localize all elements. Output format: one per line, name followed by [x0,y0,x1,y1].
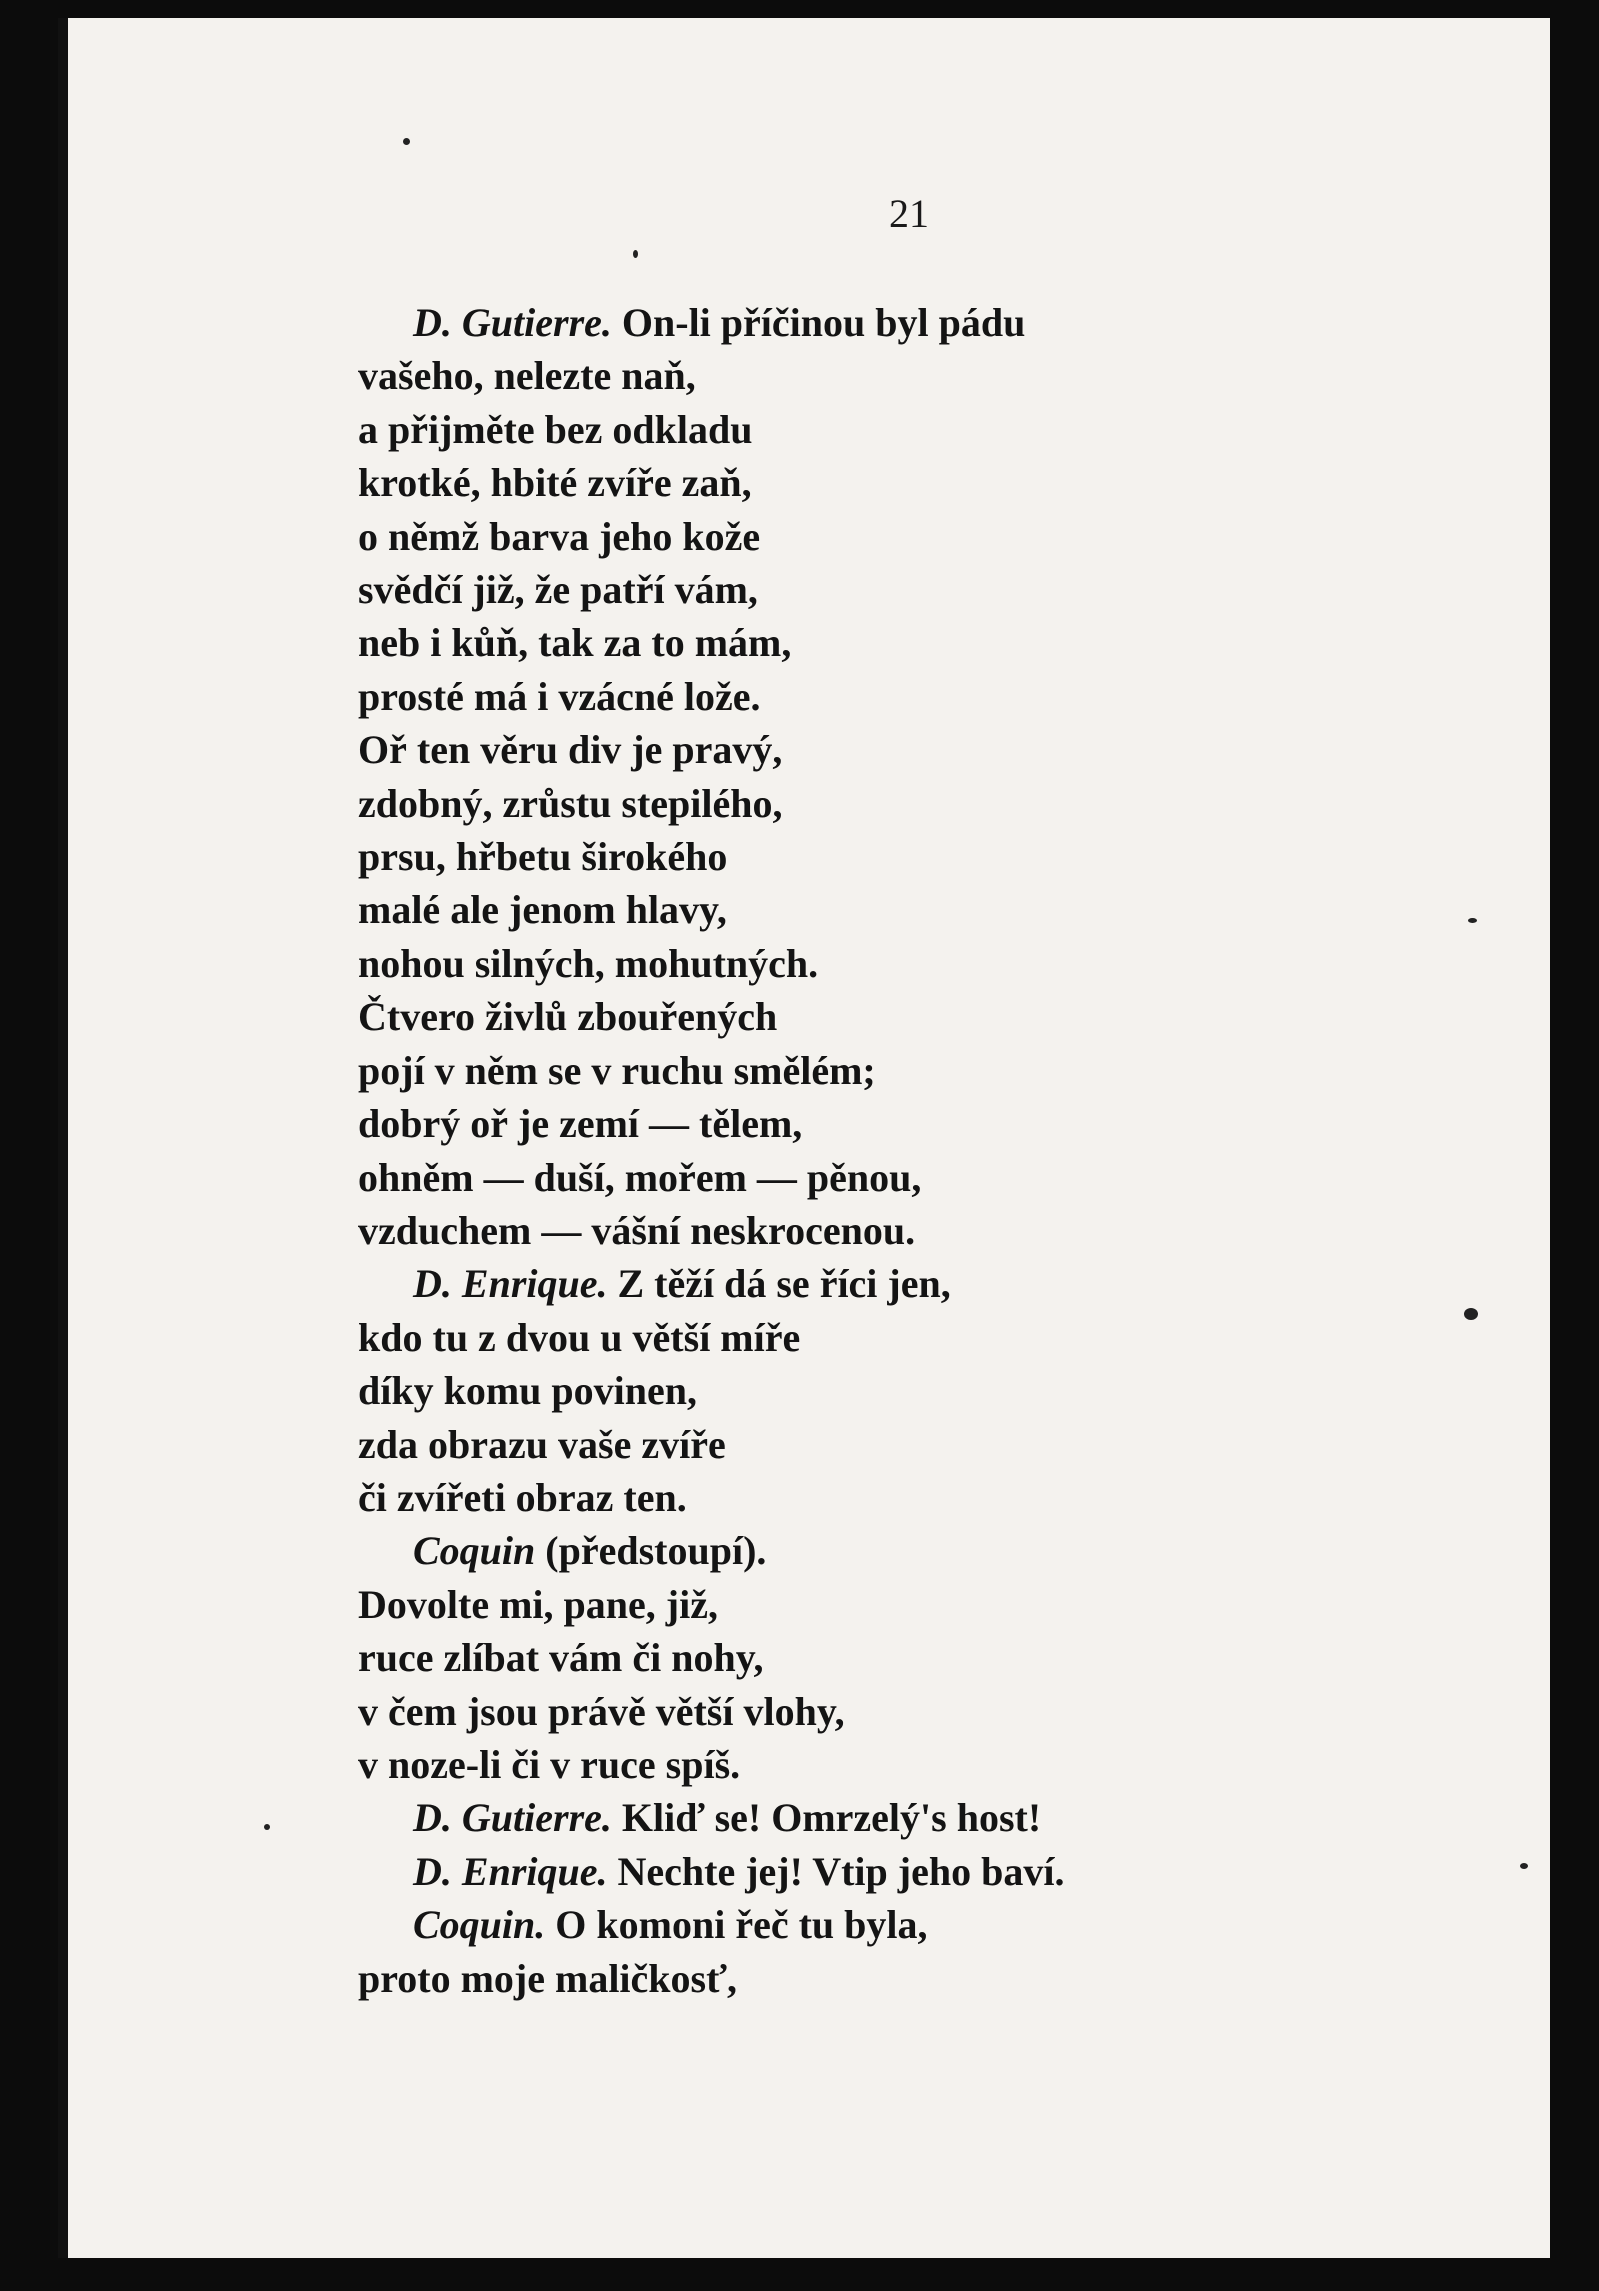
line-text: díky komu povinen, [358,1368,698,1414]
book-page [58,18,1550,2258]
speaker-name: D. Gutierre. [413,1795,612,1841]
line-text: zda obrazu vaše zvíře [358,1421,726,1467]
line-text: proto moje maličkosť, [358,1955,737,2001]
line-text: Z těží dá se říci jen, [607,1261,951,1307]
verse-line [358,349,1064,402]
verse-line [358,1578,1064,1631]
line-text: vašeho, nelezte naň, [358,353,696,399]
speaker-line [358,1257,1064,1310]
line-text: nohou silných, mohutných. [358,940,819,986]
verse-line [358,830,1064,883]
line-text: a přijměte bez odkladu [358,406,753,452]
speck [264,1824,270,1830]
verse-line [358,456,1064,509]
line-text: Kliď se! Omrzelý's host! [611,1795,1042,1841]
verse-line [358,1204,1064,1257]
page-number: 21 [889,191,929,236]
speaker-line [358,1524,1064,1577]
speaker-line [358,1791,1064,1844]
speaker-name: Coquin. [413,1902,546,1948]
speck [1468,918,1477,923]
verse-line [358,1097,1064,1150]
line-text: (předstoupí). [535,1528,767,1574]
line-text: malé ale jenom hlavy, [358,887,727,933]
speaker-line [358,296,1064,349]
line-text: prosté má i vzácné lože. [358,673,761,719]
line-text: či zvířeti obraz ten. [358,1474,687,1520]
line-text: Oř ten věru div je pravý, [358,727,783,773]
verse-line [358,1631,1064,1684]
line-text: o němž barva jeho kože [358,513,761,559]
speaker-name: D. Gutierre. [413,300,612,345]
line-text: Dovolte mi, pane, již, [358,1581,718,1627]
verse-line [358,563,1064,616]
speck [1464,1308,1478,1320]
verse-line [358,1044,1064,1097]
verse-line [358,616,1064,669]
line-text: Čtvero živlů zbouřených [358,994,778,1040]
verse-line [358,1364,1064,1417]
line-text: zdobný, zrůstu stepilého, [358,780,783,826]
verse-line [358,777,1064,830]
verse-line [358,990,1064,1043]
line-text: neb i kůň, tak za to mám, [358,620,792,666]
line-text: vzduchem — vášní neskrocenou. [358,1207,916,1253]
line-text: ohněm — duší, mořem — pěnou, [358,1154,922,1200]
verse-line [358,1738,1064,1791]
speaker-line [358,1845,1064,1898]
speaker-name: D. Enrique. [413,1848,608,1894]
speaker-name: Coquin [413,1528,536,1574]
line-text: v noze-li či v ruce spíš. [358,1741,741,1787]
verse-text [358,296,1064,2005]
line-text: svědčí již, že patří vám, [358,567,758,613]
speck [633,250,638,258]
verse-line [358,1952,1064,2005]
verse-line [358,937,1064,990]
line-text: ruce zlíbat vám či nohy, [358,1635,764,1681]
verse-line [358,1151,1064,1204]
speck [403,138,410,145]
line-text: v čem jsou právě větší vlohy, [358,1688,845,1734]
verse-line [358,883,1064,936]
verse-line [358,1685,1064,1738]
line-text: O komoni řeč tu byla, [545,1902,928,1948]
verse-line [358,1418,1064,1471]
speaker-name: D. Enrique. [413,1261,608,1307]
line-text: dobrý oř je zemí — tělem, [358,1101,803,1147]
line-text: Nechte jej! Vtip jeho baví. [607,1848,1065,1894]
verse-line [358,510,1064,563]
verse-line [358,1311,1064,1364]
verse-line [358,1471,1064,1524]
verse-line [358,723,1064,776]
verse-line [358,403,1064,456]
line-text: On-li příčinou byl pádu [611,300,1026,345]
line-text: pojí v něm se v ruchu smělém; [358,1047,876,1093]
line-text: kdo tu z dvou u větší míře [358,1314,801,1360]
speck [1520,1863,1528,1869]
speaker-line [358,1898,1064,1951]
verse-line [358,670,1064,723]
line-text: krotké, hbité zvíře zaň, [358,460,752,506]
line-text: prsu, hřbetu širokého [358,834,728,880]
